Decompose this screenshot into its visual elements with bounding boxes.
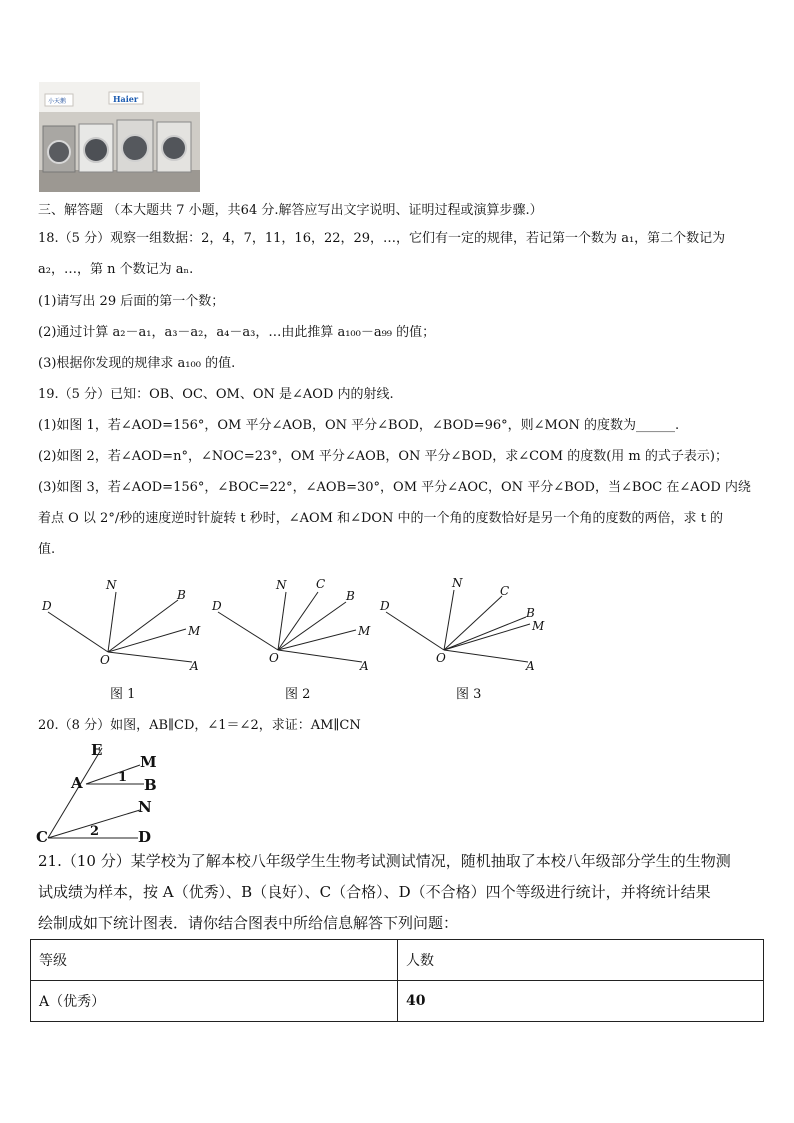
table-header-row: [31, 940, 764, 981]
fig2-label-a: A: [360, 659, 369, 673]
fig3-label-c: C: [500, 584, 510, 598]
fig2-label-c: C: [316, 577, 326, 591]
q20-label-m: M: [140, 753, 157, 771]
fig1-label-n: N: [106, 578, 117, 592]
table-cell-count: 40: [398, 981, 764, 1022]
washer-4: [157, 122, 191, 172]
washing-machine-illustration: [39, 82, 200, 192]
q20-label-b: B: [144, 776, 157, 794]
table-row: [31, 981, 764, 1022]
fig1-label-m: M: [188, 624, 201, 638]
figure-1: [48, 592, 192, 662]
q18-part2: (2)通过计算 a₂－a₁，a₃－a₂，a₄－a₃，…由此推算 a₁₀₀－a₉₉ 的值；: [38, 325, 436, 340]
q19-part3b: 着点 O 以 2°/秒的速度逆时针旋转 t 秒时，∠AOM 和∠DON 中的一个角的度数恰好是另一个角的度数的两倍，求 t 的: [38, 511, 724, 526]
fig2-label-d: D: [212, 599, 222, 613]
q21-line3: 绘制成如下统计图表．请你结合图表中所给信息解答下列问题：: [38, 914, 459, 932]
q19-figures: [36, 572, 556, 686]
brand-label-b: Haier: [113, 94, 139, 104]
q21-line2: 试成绩为样本，按 A（优秀）、B（良好）、C（合格）、D（不合格）四个等级进行统计，并将统计结果: [38, 883, 711, 901]
fig2-label-m: M: [358, 624, 371, 638]
washer-2: [79, 124, 113, 172]
fig2-caption: 图 2: [285, 687, 311, 702]
q18-line2: a₂，…，第 n 个数记为 aₙ.: [38, 262, 194, 277]
fig1-label-b: B: [177, 588, 186, 602]
q18-line1: 18.（5 分）观察一组数据：2，4，7，11，16，22，29，…，它们有一定的规律，若记第一个数为 a₁，第二个数记为: [38, 231, 726, 246]
q19-part3a: (3)如图 3，若∠AOD=156°，∠BOC=22°，∠AOB=30°，OM 平分∠AOC，ON 平分∠BOD，当∠BOC 在∠AOD 内绕: [38, 480, 751, 495]
washer-3: [117, 120, 153, 172]
q21-line1: 21.（10 分）某学校为了解本校八年级学生生物考试测试情况，随机抽取了本校八年级部分学生的生物测: [38, 852, 731, 870]
q19-angle-diagrams: [36, 572, 556, 682]
figure-3: [386, 590, 530, 662]
fig3-label-d: D: [380, 599, 390, 613]
q20-label-e: E: [91, 741, 103, 759]
q19-part3c: 值.: [38, 542, 56, 557]
q19-part1: (1)如图 1，若∠AOD=156°，OM 平分∠AOB，ON 平分∠BOD，∠BOD=96°，则∠MON 的度数为______.: [38, 418, 680, 433]
fig3-label-m: M: [532, 619, 545, 633]
fig1-caption: 图 1: [110, 687, 136, 702]
figure-2: [218, 592, 362, 662]
fig3-label-o: O: [436, 651, 446, 665]
q20-label-a: A: [71, 774, 83, 792]
q20-parallel-lines-diagram: [34, 738, 174, 848]
fig3-label-b: B: [526, 606, 535, 620]
fig3-label-n: N: [452, 576, 463, 590]
q20-label-2: 2: [90, 824, 100, 839]
fig3-caption: 图 3: [456, 687, 482, 702]
fig1-label-d: D: [42, 599, 52, 613]
washer-1: [43, 126, 75, 172]
brand-label-a: 小天鹅: [48, 98, 67, 105]
grade-table: [30, 939, 764, 1022]
q19-part2: (2)如图 2，若∠AOD=n°，∠NOC=23°，OM 平分∠AOB，ON 平分∠BOD，求∠COM 的度数(用 m 的式子表示)；: [38, 449, 728, 464]
q20-label-d: D: [138, 828, 152, 846]
table-cell-grade: A（优秀）: [31, 981, 398, 1022]
washing-machine-photo: [39, 82, 200, 192]
q20-label-n: N: [138, 798, 152, 816]
fig3-label-a: A: [526, 659, 535, 673]
table-header-count: 人数: [398, 940, 764, 981]
fig2-label-n: N: [276, 578, 287, 592]
q18-part1: (1)请写出 29 后面的第一个数；: [38, 294, 225, 309]
q20-text: 20.（8 分）如图，AB∥CD，∠1＝∠2，求证：AM∥CN: [38, 718, 361, 733]
q19-intro: 19.（5 分）已知：OB、OC、OM、ON 是∠AOD 内的射线.: [38, 387, 394, 402]
fig1-label-a: A: [190, 659, 199, 673]
section-heading: 三、解答题 （本大题共 7 小题，共64 分.解答应写出文字说明、证明过程或演算步骤.）: [38, 203, 543, 218]
fig2-label-o: O: [269, 651, 279, 665]
table-header-grade: 等级: [31, 940, 398, 981]
q20-figure: [34, 738, 174, 852]
q20-label-c: C: [36, 828, 48, 846]
q18-part3: (3)根据你发现的规律求 a₁₀₀ 的值.: [38, 356, 236, 371]
q20-label-1: 1: [118, 770, 128, 785]
fig1-label-o: O: [100, 653, 110, 667]
fig2-label-b: B: [346, 589, 355, 603]
